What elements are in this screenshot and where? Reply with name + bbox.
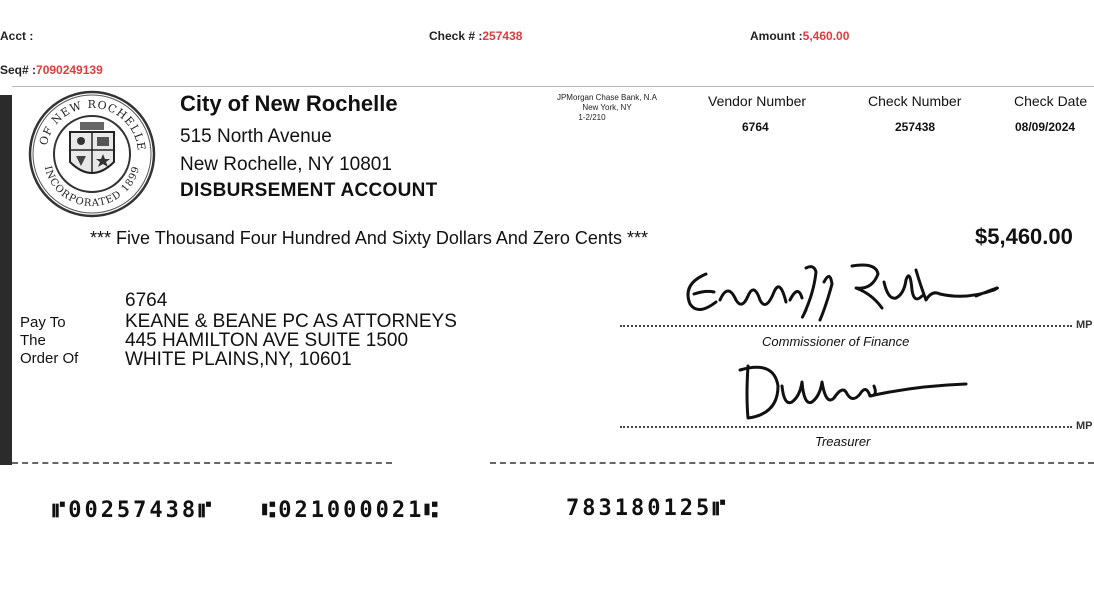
pay-to-label-line-3: Order Of <box>20 350 79 367</box>
bottom-perforation-right <box>490 462 1094 464</box>
vendor-number-header: Vendor Number <box>708 93 807 109</box>
payee-name: KEANE & BEANE PC AS ATTORNEYS <box>125 311 457 332</box>
check-number-column-value: 257438 <box>895 120 936 134</box>
first-signature-line-suffix: MP <box>1076 319 1093 331</box>
bank-info <box>532 93 682 123</box>
acct-label: Acct : <box>0 29 34 43</box>
amount-numeric: $5,460.00 <box>975 224 1073 249</box>
check-date-header: Check Date <box>1014 93 1088 109</box>
payee-vendor-id: 6764 <box>125 290 168 311</box>
amount-value: 5,460.00 <box>802 29 850 43</box>
seq-value: 7090249139 <box>36 63 103 77</box>
second-signature-title: Treasurer <box>815 434 871 449</box>
check-number-label: Check # : <box>429 29 483 43</box>
bank-fraction: 1-2/210 <box>578 113 606 122</box>
signature-icon <box>734 356 974 426</box>
payor-address-line-1: 515 North Avenue <box>180 126 332 147</box>
micr-account-number: 783180125⑈ <box>566 496 729 521</box>
bank-location: New York, NY <box>582 103 632 112</box>
seal-top-text: OF NEW ROCHELLE <box>36 97 149 152</box>
check-number-header <box>429 29 522 43</box>
check-top-border <box>12 86 1094 87</box>
pay-to-label-line-2: The <box>20 332 46 349</box>
pay-to-label <box>20 314 78 368</box>
bottom-perforation-left <box>12 462 392 464</box>
city-seal-icon <box>26 88 158 220</box>
seq-header <box>0 63 103 77</box>
payee-address-line-2: WHITE PLAINS,NY, 10601 <box>125 349 352 370</box>
micr-check-number: ⑈00257438⑈ <box>52 498 215 523</box>
check-number-column-header: Check Number <box>868 93 962 109</box>
second-signature-line <box>620 426 1072 428</box>
security-stub <box>0 95 12 465</box>
amount-header <box>750 29 849 43</box>
bank-name: JPMorgan Chase Bank, N.A <box>556 93 658 102</box>
first-signature-line <box>620 325 1072 327</box>
second-signature-line-suffix: MP <box>1076 420 1093 432</box>
check-number-value: 257438 <box>482 29 523 43</box>
pay-to-label-line-1: Pay To <box>20 314 66 331</box>
payee-block <box>125 312 457 369</box>
vendor-number-value: 6764 <box>742 120 769 134</box>
amount-in-words: *** Five Thousand Four Hundred And Sixty Dollars And Zero Cents *** <box>90 228 648 248</box>
seal-bottom-text: INCORPORATED 1899 <box>41 164 143 210</box>
signature-icon <box>676 260 1006 330</box>
check-date-value: 08/09/2024 <box>1015 120 1076 134</box>
payee-address-line-1: 445 HAMILTON AVE SUITE 1500 <box>125 330 409 351</box>
first-signature-title: Commissioner of Finance <box>762 334 910 349</box>
payor-name: City of New Rochelle <box>180 91 398 116</box>
account-type: DISBURSEMENT ACCOUNT <box>180 180 438 201</box>
seq-label: Seq# : <box>0 63 37 77</box>
amount-label: Amount : <box>750 29 803 43</box>
payor-address-line-2: New Rochelle, NY 10801 <box>180 154 392 175</box>
micr-routing-number: ⑆021000021⑆ <box>262 498 441 523</box>
